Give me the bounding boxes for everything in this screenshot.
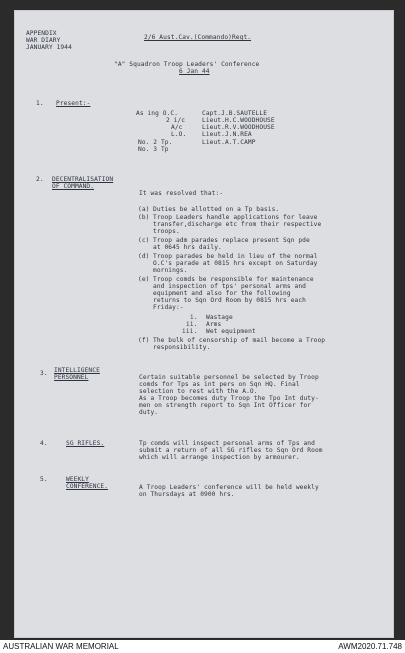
item-line: Friday:-: [153, 304, 184, 311]
attendee-name: Lieut.A.T.CAMP: [202, 139, 256, 146]
item-line: and inspection of tps' personal arms and: [153, 283, 307, 290]
item-label: (e): [138, 276, 150, 283]
conference-date: 6 Jan 44: [179, 68, 210, 75]
role: L.O.: [171, 131, 187, 138]
item-line: troops.: [153, 228, 180, 235]
subitem-label: i.: [190, 314, 198, 321]
item-line: responsibility.: [153, 344, 211, 351]
item-line: O.C's parade at 0815 hrs except on Saturday: [153, 260, 318, 267]
body-line: selection to rest with the A.O.: [139, 388, 258, 395]
appendix-label: APPENDIX: [26, 30, 57, 37]
subitem-text: Arms: [206, 321, 222, 328]
subitem-label: ii.: [186, 321, 198, 328]
section-2-number: 2.: [36, 176, 44, 183]
section-5-heading-line: CONFERENCE.: [66, 483, 109, 490]
item-line: Duties be allotted on a Tp basis.: [153, 206, 280, 213]
section-2-intro: It was resolved that:-: [139, 190, 224, 197]
item-line: Troop parades be held in lieu of the normal: [153, 253, 318, 260]
diary-month-label: JANUARY 1944: [26, 44, 72, 51]
item-line: transfer,discharge etc from their respective: [153, 221, 322, 228]
item-line: Troop comds be responsible for maintenance: [153, 276, 314, 283]
item-line: mornings.: [153, 267, 188, 274]
section-3-heading-line: INTELLIGENCE: [54, 367, 100, 374]
unit-title: 2/6 Aust.Cav.(Commando)Regt.: [144, 34, 252, 41]
attendee-name: Capt.J.B.SAUTELLE: [202, 110, 268, 117]
section-4-number: 4.: [40, 440, 48, 447]
attendee-name: Lieut.R.V.WOODHOUSE: [202, 124, 275, 131]
item-line: returns to Sqn Ord Room by 0815 hrs each: [153, 297, 307, 304]
body-line: on Thursdays at 0900 hrs.: [139, 491, 235, 498]
role: As ing O.C.: [136, 110, 179, 117]
body-line: submit a return of all SG rifles to Sqn Ord Room: [139, 447, 323, 454]
attendee-name: Lieut.H.C.WOODHOUSE: [202, 117, 275, 124]
section-4-heading: SG RIFLES.: [66, 440, 105, 447]
body-line: which will arrange inspection by armourer.: [139, 454, 300, 461]
document-page: [14, 10, 394, 638]
archive-name: AUSTRALIAN WAR MEMORIAL: [3, 642, 119, 651]
attendee-name: Lieut.J.N.REA: [202, 131, 252, 138]
body-line: Certain suitable personnel be selected by Troop: [139, 374, 319, 381]
conference-title: "A" Squadron Troop Leaders' Conference: [114, 61, 260, 68]
item-label: (f): [138, 337, 150, 344]
body-line: men on strength report to Sqn Int Officer for: [139, 402, 312, 409]
body-line: duty.: [139, 409, 159, 416]
section-2-heading-line: DECENTRALISATION: [52, 176, 114, 183]
item-line: at 0645 hrs daily.: [153, 244, 222, 251]
role: No. 3 Tp: [138, 146, 169, 153]
role: No. 2 Tp.: [138, 139, 173, 146]
archive-accession-number: AWM2020.71.748: [338, 642, 402, 651]
section-5-heading-line: WEEKLY: [66, 476, 89, 483]
item-label: (b): [138, 214, 150, 221]
role: 2 i/c: [166, 117, 186, 124]
item-line: The bulk of censorship of mail become a Troop: [153, 337, 326, 344]
item-line: Troop adm parades replace present Sqn pde: [153, 237, 310, 244]
item-label: (c): [138, 237, 150, 244]
body-line: A Troop Leaders' conference will be held weekly: [139, 484, 319, 491]
section-2-heading-line: OF COMMAND.: [52, 183, 95, 190]
section-5-number: 5.: [40, 476, 48, 483]
item-line: equipment and also for the following: [153, 290, 291, 297]
body-line: As a Troop becomes duty Troop the Tpo Int duty-: [139, 395, 319, 402]
item-label: (d): [138, 253, 150, 260]
section-1-number: 1.: [36, 100, 44, 107]
war-diary-label: WAR DIARY: [26, 37, 61, 44]
section-3-heading-line: PERSONNEL: [54, 374, 89, 381]
item-line: Troop Leaders handle applications for leave: [153, 214, 318, 221]
section-3-number: 3.: [40, 370, 48, 377]
role: A/c: [171, 124, 183, 131]
body-line: comds for Tps as int pers on Sqn HQ. Final: [139, 381, 300, 388]
section-1-heading: Present:-: [56, 100, 91, 107]
subitem-text: Wastage: [206, 314, 233, 321]
item-label: (a): [138, 206, 150, 213]
subitem-label: iii.: [182, 328, 198, 335]
subitem-text: Wet equipment: [206, 328, 256, 335]
body-line: Tp comds will inspect personal arms of Tps and: [139, 440, 315, 447]
archive-footer: [0, 640, 405, 653]
